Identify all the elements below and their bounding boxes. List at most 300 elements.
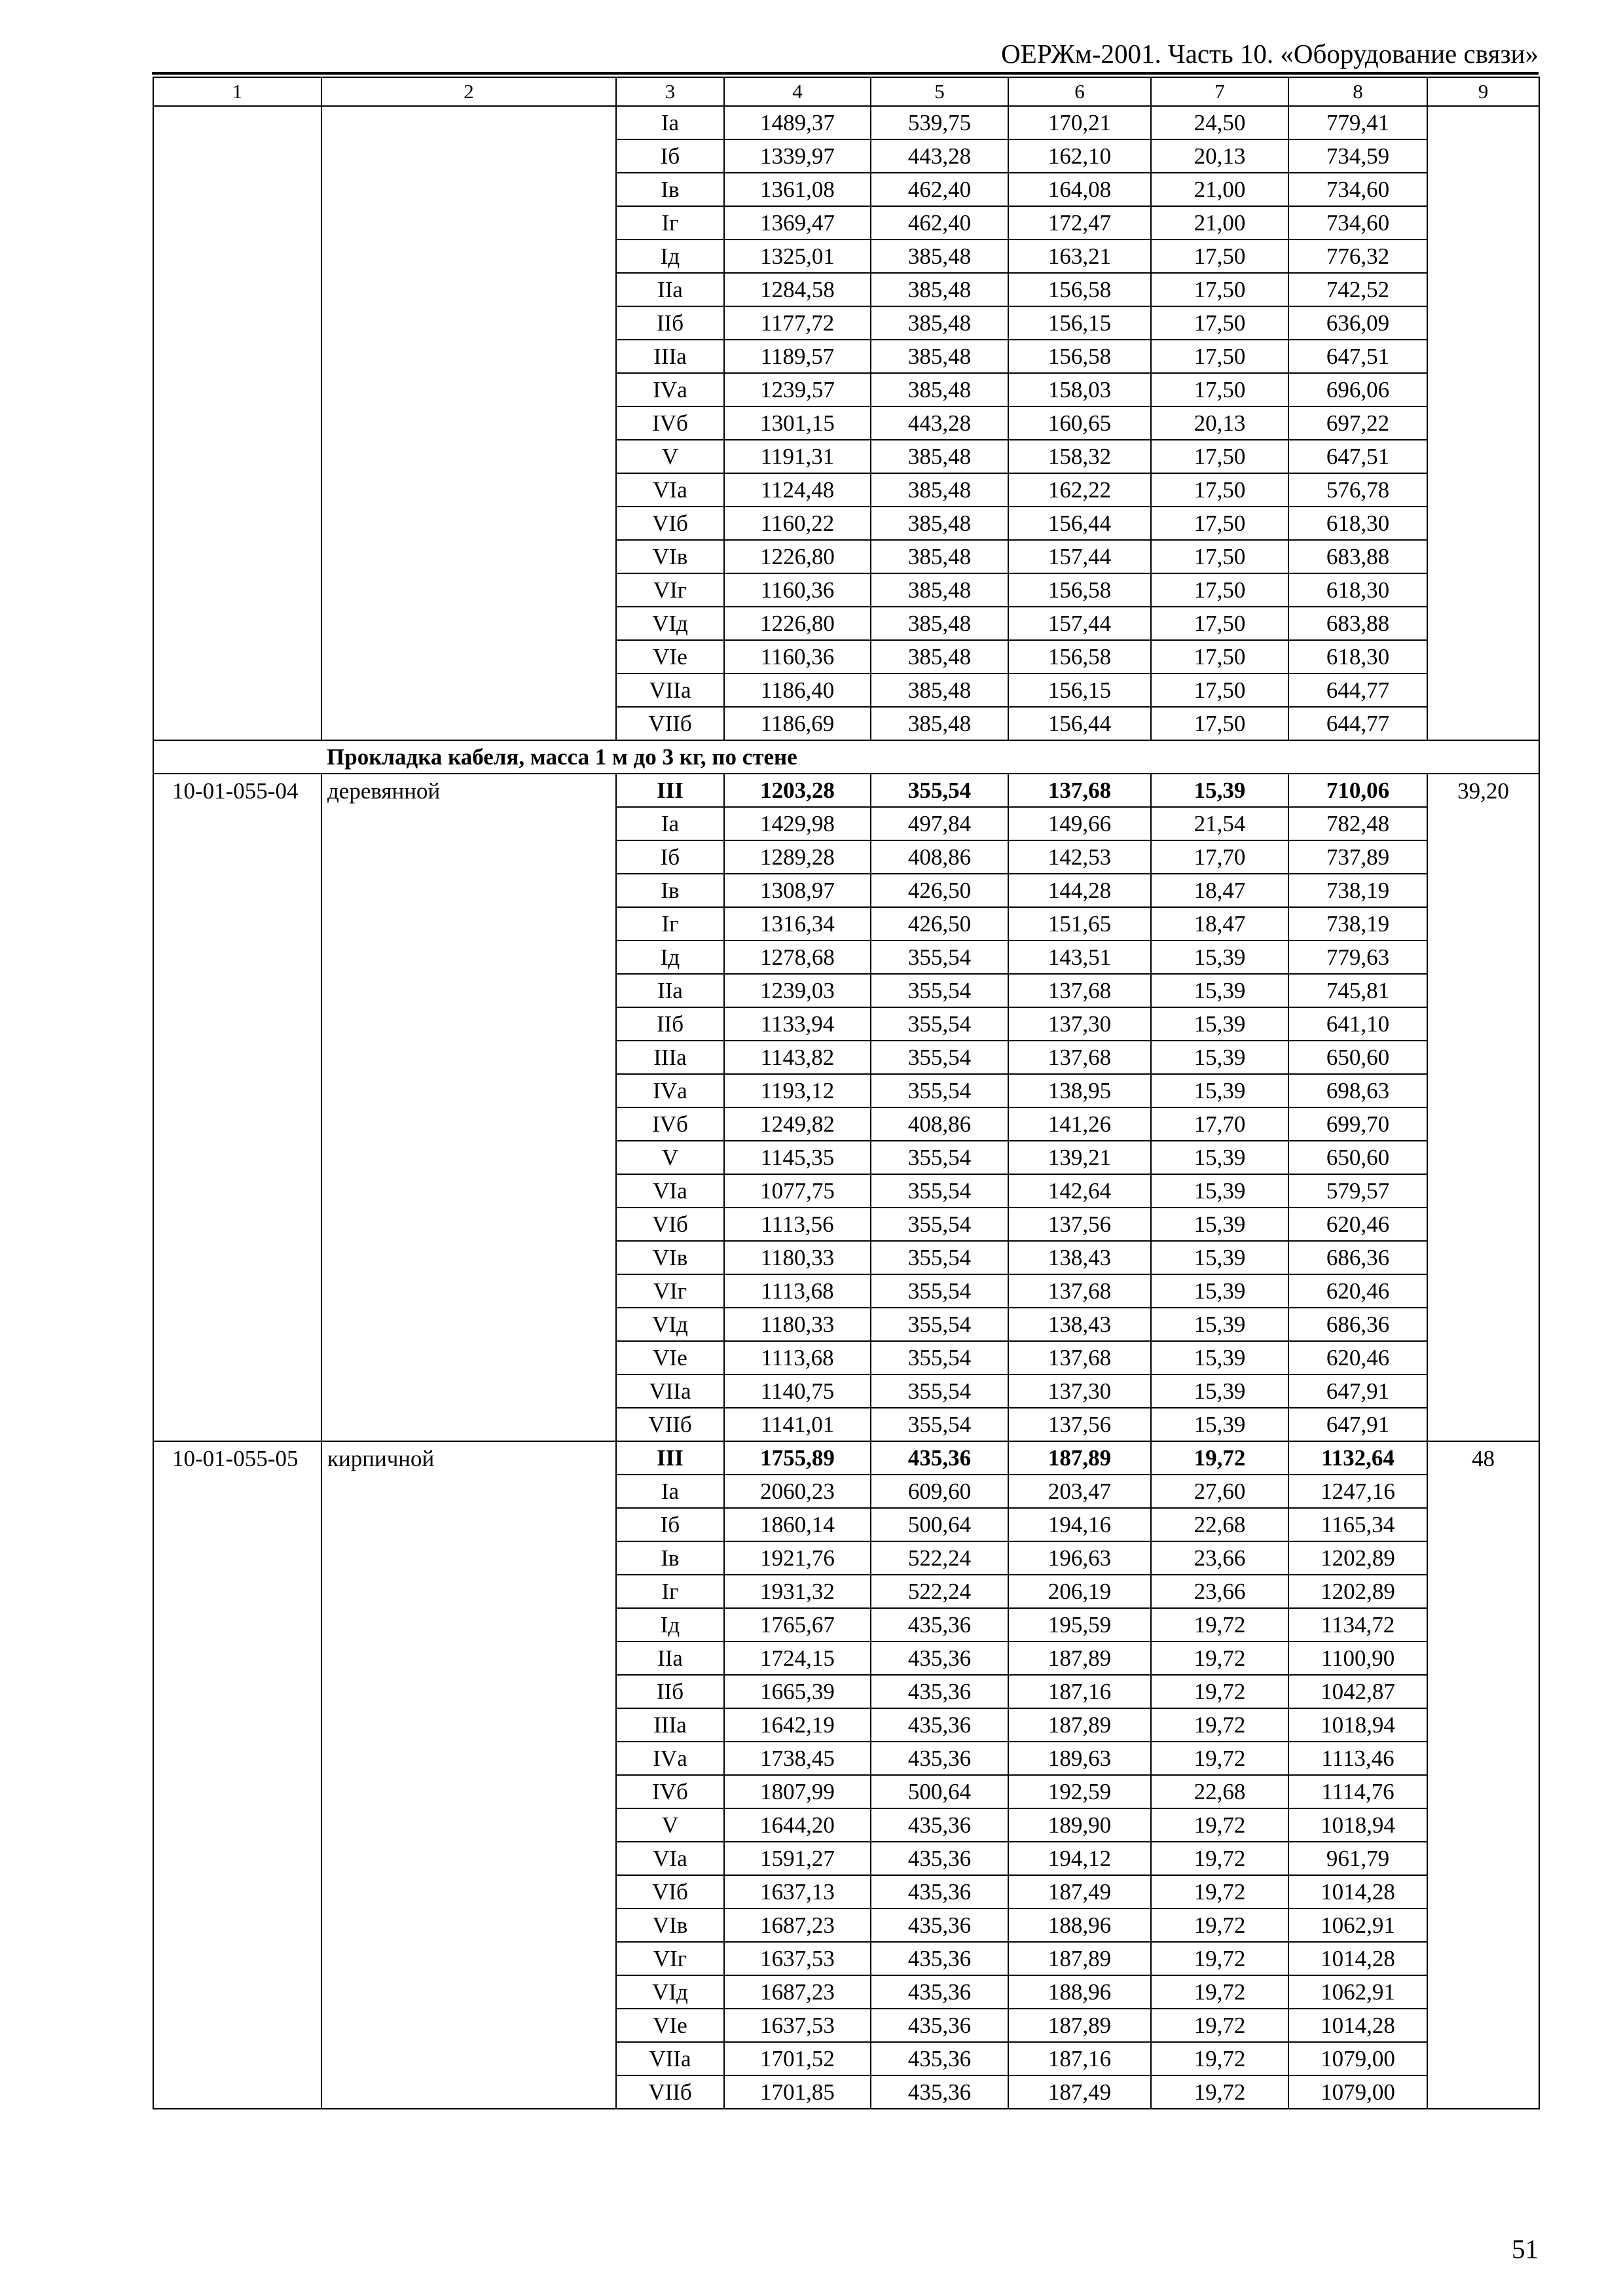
table-row bbox=[153, 1942, 1539, 1975]
value-cell: 158,32 bbox=[1008, 440, 1151, 473]
name-cell bbox=[321, 807, 616, 840]
name-cell bbox=[321, 1241, 616, 1274]
zone-cell: Iд bbox=[616, 1608, 724, 1641]
zone-cell: VIб bbox=[616, 1875, 724, 1909]
value-cell: 138,95 bbox=[1008, 1074, 1151, 1107]
code-cell bbox=[153, 1975, 321, 2009]
value-cell: 385,48 bbox=[871, 673, 1008, 707]
col9-cell bbox=[1427, 139, 1539, 173]
table-row bbox=[153, 840, 1539, 874]
col9-cell bbox=[1427, 540, 1539, 573]
col9-cell bbox=[1427, 1007, 1539, 1041]
table-row bbox=[153, 1909, 1539, 1942]
value-cell: 149,66 bbox=[1008, 807, 1151, 840]
value-cell: 650,60 bbox=[1288, 1041, 1427, 1074]
value-cell: 1687,23 bbox=[724, 1975, 871, 2009]
zone-cell: VIб bbox=[616, 507, 724, 540]
value-cell: 435,36 bbox=[871, 1975, 1008, 2009]
col9-cell bbox=[1427, 1675, 1539, 1708]
name-cell bbox=[321, 340, 616, 373]
value-cell: 19,72 bbox=[1151, 2075, 1288, 2109]
value-cell: 435,36 bbox=[871, 1708, 1008, 1742]
name-cell bbox=[321, 1141, 616, 1174]
value-cell: 15,39 bbox=[1151, 1408, 1288, 1441]
value-cell: 697,22 bbox=[1288, 406, 1427, 440]
col9-cell bbox=[1427, 607, 1539, 640]
col9-cell bbox=[1427, 1942, 1539, 1975]
col9-cell bbox=[1427, 573, 1539, 607]
value-cell: 19,72 bbox=[1151, 2009, 1288, 2042]
zone-cell: Iа bbox=[616, 807, 724, 840]
table-row bbox=[153, 1842, 1539, 1875]
value-cell: 137,68 bbox=[1008, 1341, 1151, 1374]
name-cell: деревянной bbox=[321, 774, 616, 807]
zone-cell: VIа bbox=[616, 1174, 724, 1208]
name-cell bbox=[321, 1775, 616, 1808]
value-cell: 435,36 bbox=[871, 1842, 1008, 1875]
table-row bbox=[153, 673, 1539, 707]
value-cell: 1724,15 bbox=[724, 1641, 871, 1675]
value-cell: 19,72 bbox=[1151, 1942, 1288, 1975]
value-cell: 1165,34 bbox=[1288, 1508, 1427, 1541]
col9-cell bbox=[1427, 807, 1539, 840]
table-row bbox=[153, 373, 1539, 406]
value-cell: 435,36 bbox=[871, 2009, 1008, 2042]
col9-cell bbox=[1427, 1308, 1539, 1341]
value-cell: 408,86 bbox=[871, 840, 1008, 874]
value-cell: 696,06 bbox=[1288, 373, 1427, 406]
zone-cell: III bbox=[616, 1441, 724, 1475]
name-cell bbox=[321, 240, 616, 273]
rates-table-body bbox=[153, 77, 1539, 2109]
value-cell: 647,91 bbox=[1288, 1408, 1427, 1441]
table-row bbox=[153, 1074, 1539, 1107]
value-cell: 738,19 bbox=[1288, 874, 1427, 907]
value-cell: 355,54 bbox=[871, 974, 1008, 1007]
value-cell: 1203,28 bbox=[724, 774, 871, 807]
code-cell bbox=[153, 507, 321, 540]
table-row bbox=[153, 1274, 1539, 1308]
value-cell: 1701,52 bbox=[724, 2042, 871, 2075]
value-cell: 435,36 bbox=[871, 1742, 1008, 1775]
code-cell bbox=[153, 1174, 321, 1208]
code-cell bbox=[153, 1208, 321, 1241]
table-row bbox=[153, 874, 1539, 907]
value-cell: 1133,94 bbox=[724, 1007, 871, 1041]
value-cell: 19,72 bbox=[1151, 1875, 1288, 1909]
value-cell: 23,66 bbox=[1151, 1541, 1288, 1575]
value-cell: 1289,28 bbox=[724, 840, 871, 874]
code-cell bbox=[153, 1842, 321, 1875]
value-cell: 355,54 bbox=[871, 1308, 1008, 1341]
column-number-row bbox=[153, 77, 1539, 106]
code-cell bbox=[153, 1341, 321, 1374]
table-row bbox=[153, 941, 1539, 974]
value-cell: 156,58 bbox=[1008, 273, 1151, 306]
value-cell: 15,39 bbox=[1151, 1308, 1288, 1341]
value-cell: 156,44 bbox=[1008, 707, 1151, 740]
zone-cell: VIг bbox=[616, 1274, 724, 1308]
value-cell: 522,24 bbox=[871, 1541, 1008, 1575]
value-cell: 385,48 bbox=[871, 707, 1008, 740]
value-cell: 1665,39 bbox=[724, 1675, 871, 1708]
value-cell: 355,54 bbox=[871, 1141, 1008, 1174]
col9-cell bbox=[1427, 1241, 1539, 1274]
col9-cell bbox=[1427, 840, 1539, 874]
col9-cell bbox=[1427, 2075, 1539, 2109]
name-cell bbox=[321, 206, 616, 240]
value-cell: 1860,14 bbox=[724, 1508, 871, 1541]
value-cell: 443,28 bbox=[871, 406, 1008, 440]
col9-cell bbox=[1427, 2042, 1539, 2075]
value-cell: 194,12 bbox=[1008, 1842, 1151, 1875]
table-row bbox=[153, 1541, 1539, 1575]
value-cell: 1687,23 bbox=[724, 1909, 871, 1942]
column-number: 4 bbox=[724, 77, 871, 106]
value-cell: 17,50 bbox=[1151, 607, 1288, 640]
value-cell: 1079,00 bbox=[1288, 2075, 1427, 2109]
value-cell: 355,54 bbox=[871, 1007, 1008, 1041]
name-cell bbox=[321, 540, 616, 573]
zone-cell: VIе bbox=[616, 2009, 724, 2042]
value-cell: 355,54 bbox=[871, 1341, 1008, 1374]
value-cell: 435,36 bbox=[871, 1942, 1008, 1975]
value-cell: 710,06 bbox=[1288, 774, 1427, 807]
code-cell bbox=[153, 1041, 321, 1074]
zone-cell: IIб bbox=[616, 1675, 724, 1708]
value-cell: 408,86 bbox=[871, 1107, 1008, 1141]
value-cell: 156,15 bbox=[1008, 673, 1151, 707]
value-cell: 17,50 bbox=[1151, 306, 1288, 340]
value-cell: 1301,15 bbox=[724, 406, 871, 440]
zone-cell: IIIа bbox=[616, 340, 724, 373]
value-cell: 1113,68 bbox=[724, 1274, 871, 1308]
zone-cell: Iд bbox=[616, 240, 724, 273]
value-cell: 1186,40 bbox=[724, 673, 871, 707]
name-cell bbox=[321, 1308, 616, 1341]
table-row bbox=[153, 173, 1539, 206]
value-cell: 19,72 bbox=[1151, 1975, 1288, 2009]
zone-cell: VIе bbox=[616, 1341, 724, 1374]
value-cell: 143,51 bbox=[1008, 941, 1151, 974]
value-cell: 1226,80 bbox=[724, 540, 871, 573]
value-cell: 137,68 bbox=[1008, 1041, 1151, 1074]
table-row bbox=[153, 1575, 1539, 1608]
value-cell: 435,36 bbox=[871, 1441, 1008, 1475]
zone-cell: VIд bbox=[616, 607, 724, 640]
value-cell: 15,39 bbox=[1151, 1141, 1288, 1174]
zone-cell: IVб bbox=[616, 1107, 724, 1141]
zone-cell: Iг bbox=[616, 1575, 724, 1608]
value-cell: 686,36 bbox=[1288, 1241, 1427, 1274]
table-row bbox=[153, 340, 1539, 373]
col9-cell bbox=[1427, 1608, 1539, 1641]
code-cell bbox=[153, 206, 321, 240]
table-row bbox=[153, 1508, 1539, 1541]
value-cell: 1239,57 bbox=[724, 373, 871, 406]
code-cell bbox=[153, 1942, 321, 1975]
name-cell bbox=[321, 306, 616, 340]
value-cell: 1113,56 bbox=[724, 1208, 871, 1241]
code-cell bbox=[153, 1641, 321, 1675]
value-cell: 1239,03 bbox=[724, 974, 871, 1007]
zone-cell: VIв bbox=[616, 1241, 724, 1274]
value-cell: 500,64 bbox=[871, 1508, 1008, 1541]
name-cell bbox=[321, 840, 616, 874]
col9-cell bbox=[1427, 1541, 1539, 1575]
value-cell: 1100,90 bbox=[1288, 1641, 1427, 1675]
value-cell: 1160,36 bbox=[724, 640, 871, 673]
zone-cell: VIв bbox=[616, 540, 724, 573]
name-cell bbox=[321, 106, 616, 139]
value-cell: 644,77 bbox=[1288, 707, 1427, 740]
code-cell bbox=[153, 1808, 321, 1842]
value-cell: 1014,28 bbox=[1288, 1875, 1427, 1909]
value-cell: 1637,13 bbox=[724, 1875, 871, 1909]
value-cell: 443,28 bbox=[871, 139, 1008, 173]
name-cell bbox=[321, 2075, 616, 2109]
value-cell: 1591,27 bbox=[724, 1842, 871, 1875]
table-row bbox=[153, 1174, 1539, 1208]
value-cell: 355,54 bbox=[871, 774, 1008, 807]
value-cell: 19,72 bbox=[1151, 1808, 1288, 1842]
code-cell bbox=[153, 673, 321, 707]
value-cell: 683,88 bbox=[1288, 540, 1427, 573]
value-cell: 19,72 bbox=[1151, 1608, 1288, 1641]
code-cell bbox=[153, 1675, 321, 1708]
value-cell: 15,39 bbox=[1151, 1241, 1288, 1274]
name-cell bbox=[321, 640, 616, 673]
rates-table bbox=[153, 77, 1540, 2109]
value-cell: 1316,34 bbox=[724, 907, 871, 941]
value-cell: 355,54 bbox=[871, 1074, 1008, 1107]
value-cell: 1339,97 bbox=[724, 139, 871, 173]
col9-cell bbox=[1427, 640, 1539, 673]
table-row bbox=[153, 273, 1539, 306]
col9-cell bbox=[1427, 340, 1539, 373]
value-cell: 462,40 bbox=[871, 173, 1008, 206]
code-cell bbox=[153, 1909, 321, 1942]
value-cell: 650,60 bbox=[1288, 1141, 1427, 1174]
value-cell: 15,39 bbox=[1151, 774, 1288, 807]
col9-cell bbox=[1427, 1808, 1539, 1842]
value-cell: 187,16 bbox=[1008, 2042, 1151, 2075]
zone-cell: VIIб bbox=[616, 707, 724, 740]
value-cell: 163,21 bbox=[1008, 240, 1151, 273]
value-cell: 17,50 bbox=[1151, 573, 1288, 607]
table-row bbox=[153, 540, 1539, 573]
col9-cell bbox=[1427, 1374, 1539, 1408]
code-cell bbox=[153, 1575, 321, 1608]
value-cell: 355,54 bbox=[871, 941, 1008, 974]
table-row bbox=[153, 1341, 1539, 1374]
col9-cell bbox=[1427, 1074, 1539, 1107]
table-row bbox=[153, 1641, 1539, 1675]
value-cell: 187,89 bbox=[1008, 2009, 1151, 2042]
col9-cell bbox=[1427, 1041, 1539, 1074]
value-cell: 385,48 bbox=[871, 273, 1008, 306]
zone-cell: VIв bbox=[616, 1909, 724, 1942]
name-cell bbox=[321, 440, 616, 473]
zone-cell: VIе bbox=[616, 640, 724, 673]
section-title: Прокладка кабеля, масса 1 м до 3 кг, по стене bbox=[153, 740, 1539, 774]
name-cell bbox=[321, 1742, 616, 1775]
zone-cell: IIIа bbox=[616, 1041, 724, 1074]
value-cell: 426,50 bbox=[871, 907, 1008, 941]
name-cell bbox=[321, 1842, 616, 1875]
code-cell bbox=[153, 573, 321, 607]
value-cell: 1180,33 bbox=[724, 1241, 871, 1274]
col9-cell bbox=[1427, 273, 1539, 306]
value-cell: 385,48 bbox=[871, 607, 1008, 640]
col9-cell: 48 bbox=[1427, 1441, 1539, 1475]
table-row bbox=[153, 707, 1539, 740]
value-cell: 1018,94 bbox=[1288, 1808, 1427, 1842]
value-cell: 618,30 bbox=[1288, 573, 1427, 607]
value-cell: 19,72 bbox=[1151, 1909, 1288, 1942]
code-cell bbox=[153, 1475, 321, 1508]
value-cell: 385,48 bbox=[871, 473, 1008, 507]
code-cell bbox=[153, 1074, 321, 1107]
code-cell bbox=[153, 2009, 321, 2042]
value-cell: 164,08 bbox=[1008, 173, 1151, 206]
value-cell: 385,48 bbox=[871, 640, 1008, 673]
value-cell: 2060,23 bbox=[724, 1475, 871, 1508]
value-cell: 142,53 bbox=[1008, 840, 1151, 874]
table-row bbox=[153, 1374, 1539, 1408]
value-cell: 141,26 bbox=[1008, 1107, 1151, 1141]
value-cell: 734,60 bbox=[1288, 206, 1427, 240]
value-cell: 961,79 bbox=[1288, 1842, 1427, 1875]
value-cell: 683,88 bbox=[1288, 607, 1427, 640]
code-cell bbox=[153, 440, 321, 473]
value-cell: 17,50 bbox=[1151, 473, 1288, 507]
value-cell: 1361,08 bbox=[724, 173, 871, 206]
value-cell: 1755,89 bbox=[724, 1441, 871, 1475]
code-cell bbox=[153, 874, 321, 907]
zone-cell: VIIа bbox=[616, 1374, 724, 1408]
name-cell bbox=[321, 1875, 616, 1909]
value-cell: 1143,82 bbox=[724, 1041, 871, 1074]
value-cell: 1124,48 bbox=[724, 473, 871, 507]
column-number: 8 bbox=[1288, 77, 1427, 106]
table-row bbox=[153, 2009, 1539, 2042]
code-cell bbox=[153, 974, 321, 1007]
col9-cell bbox=[1427, 707, 1539, 740]
code-cell: 10-01-055-04 bbox=[153, 774, 321, 807]
value-cell: 742,52 bbox=[1288, 273, 1427, 306]
code-cell bbox=[153, 1875, 321, 1909]
value-cell: 1018,94 bbox=[1288, 1708, 1427, 1742]
code-cell bbox=[153, 1308, 321, 1341]
table-row bbox=[153, 507, 1539, 540]
col9-cell bbox=[1427, 941, 1539, 974]
zone-cell: IIIа bbox=[616, 1708, 724, 1742]
value-cell: 189,90 bbox=[1008, 1808, 1151, 1842]
code-cell bbox=[153, 106, 321, 139]
table-row bbox=[153, 440, 1539, 473]
code-cell bbox=[153, 306, 321, 340]
code-cell bbox=[153, 1775, 321, 1808]
value-cell: 1062,91 bbox=[1288, 1909, 1427, 1942]
table-row bbox=[153, 1241, 1539, 1274]
value-cell: 17,50 bbox=[1151, 640, 1288, 673]
value-cell: 734,59 bbox=[1288, 139, 1427, 173]
value-cell: 137,68 bbox=[1008, 774, 1151, 807]
value-cell: 385,48 bbox=[871, 507, 1008, 540]
name-cell bbox=[321, 507, 616, 540]
value-cell: 1079,00 bbox=[1288, 2042, 1427, 2075]
zone-cell: VIIб bbox=[616, 2075, 724, 2109]
code-cell bbox=[153, 273, 321, 306]
value-cell: 385,48 bbox=[871, 540, 1008, 573]
code-cell bbox=[153, 2042, 321, 2075]
value-cell: 738,19 bbox=[1288, 907, 1427, 941]
value-cell: 187,89 bbox=[1008, 1942, 1151, 1975]
col9-cell bbox=[1427, 1274, 1539, 1308]
table-row bbox=[153, 640, 1539, 673]
value-cell: 620,46 bbox=[1288, 1341, 1427, 1374]
name-cell bbox=[321, 907, 616, 941]
value-cell: 699,70 bbox=[1288, 1107, 1427, 1141]
value-cell: 1160,22 bbox=[724, 507, 871, 540]
value-cell: 500,64 bbox=[871, 1775, 1008, 1808]
value-cell: 138,43 bbox=[1008, 1241, 1151, 1274]
value-cell: 1278,68 bbox=[724, 941, 871, 974]
code-cell bbox=[153, 473, 321, 507]
value-cell: 385,48 bbox=[871, 440, 1008, 473]
value-cell: 19,72 bbox=[1151, 1742, 1288, 1775]
col9-cell bbox=[1427, 1107, 1539, 1141]
value-cell: 1062,91 bbox=[1288, 1975, 1427, 2009]
header-rule bbox=[152, 72, 1539, 75]
table-row bbox=[153, 1107, 1539, 1141]
value-cell: 158,03 bbox=[1008, 373, 1151, 406]
col9-cell bbox=[1427, 1575, 1539, 1608]
code-cell bbox=[153, 240, 321, 273]
value-cell: 22,68 bbox=[1151, 1508, 1288, 1541]
table-row bbox=[153, 1742, 1539, 1775]
name-cell bbox=[321, 139, 616, 173]
value-cell: 609,60 bbox=[871, 1475, 1008, 1508]
code-cell bbox=[153, 1408, 321, 1441]
zone-cell: Iг bbox=[616, 907, 724, 941]
name-cell bbox=[321, 1675, 616, 1708]
value-cell: 776,32 bbox=[1288, 240, 1427, 273]
page-number: 51 bbox=[1512, 2234, 1539, 2264]
value-cell: 24,50 bbox=[1151, 106, 1288, 139]
col9-cell bbox=[1427, 1641, 1539, 1675]
value-cell: 636,09 bbox=[1288, 306, 1427, 340]
code-cell bbox=[153, 1608, 321, 1641]
value-cell: 1113,46 bbox=[1288, 1742, 1427, 1775]
code-cell bbox=[153, 1107, 321, 1141]
zone-cell: Iг bbox=[616, 206, 724, 240]
value-cell: 1134,72 bbox=[1288, 1608, 1427, 1641]
col9-cell bbox=[1427, 1508, 1539, 1541]
value-cell: 203,47 bbox=[1008, 1475, 1151, 1508]
value-cell: 1141,01 bbox=[724, 1408, 871, 1441]
value-cell: 686,36 bbox=[1288, 1308, 1427, 1341]
value-cell: 1369,47 bbox=[724, 206, 871, 240]
value-cell: 641,10 bbox=[1288, 1007, 1427, 1041]
col9-cell bbox=[1427, 974, 1539, 1007]
name-cell bbox=[321, 1909, 616, 1942]
col9-cell bbox=[1427, 1975, 1539, 2009]
value-cell: 23,66 bbox=[1151, 1575, 1288, 1608]
code-cell bbox=[153, 1508, 321, 1541]
value-cell: 17,50 bbox=[1151, 540, 1288, 573]
